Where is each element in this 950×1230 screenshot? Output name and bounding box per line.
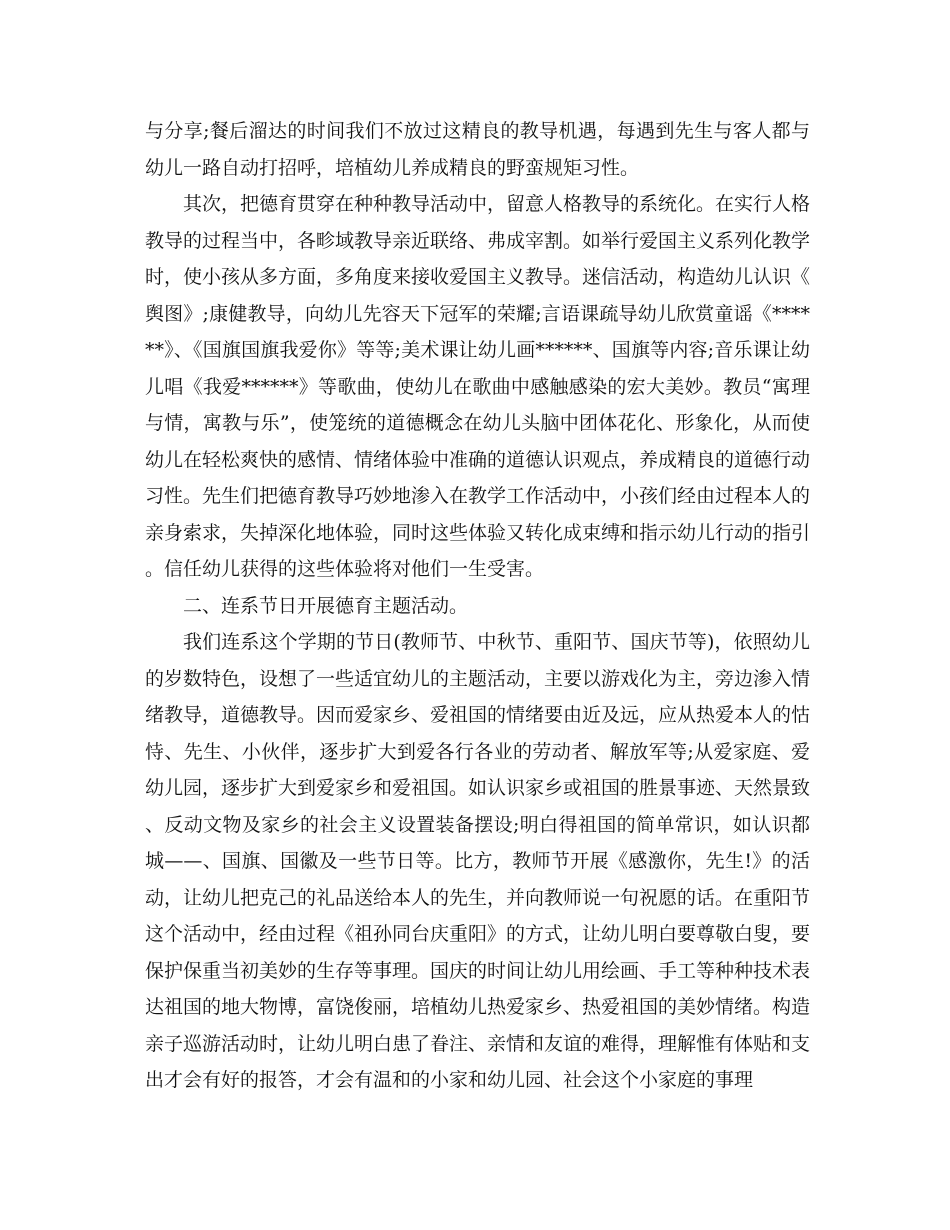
paragraph-moral-education-activities: 其次，把德育贯穿在种种教导活动中，留意人格教导的系统化。在实行人格教导的过程当中，各畛域教导亲近联络、弗成宰割。如举行爱国主义系列化教学时，使小孩从多方面，多角度来接收爱国主义教导。迷信活动，构造幼儿认识《舆图》;康健教导，向幼儿先容天下冠军的荣耀;言语课疏导幼儿欣赏童谣《******》、《国旗国旗我爱你》等等;美术课让幼儿画******、国旗等内容;音乐课让幼儿唱《我爱******》等歌曲，使幼儿在歌曲中感触感染的宏大美妙。教员“寓理与情，寓教与乐”，使笼统的道德概念在幼儿头脑中团体花化、形象化，从而使幼儿在轻松爽快的感情、情绪体验中准确的道德认识观点，养成精良的道德行动习性。先生们把德育教导巧妙地渗入在教学工作活动中，小孩们经由过程本人的亲身索求，失掉深化地体验，同时这些体验又转化成束缚和指示幼儿行动的指引。信任幼儿获得的这些体验将对他们一生受害。 bbox=[145, 193, 811, 580]
section-heading-festival-activities: 二、连系节日开展德育主题活动。 bbox=[183, 594, 469, 617]
paragraph-festival-themes: 我们连系这个学期的节日(教师节、中秋节、重阳节、国庆节等)，依照幼儿的岁数特色，设想了一些适宜幼儿的主题活动，主要以游戏化为主，旁边渗入情绪教导，道德教导。因而爱家乡、爱祖国的情绪要由近及远，应从热爱本人的怙恃、先生、小伙伴，逐步扩大到爱各行各业的劳动者、解放军等;从爱家庭、爱幼儿园，逐步扩大到爱家乡和爱祖国。如认识家乡或祖国的胜景事迹、天然景致、反动文物及家乡的社会主义设置装备摆设;明白得祖国的简单常识，如认识都城——、国旗、国徽及一些节日等。比方，教师节开展《感激你，先生!》的活动，让幼儿把克己的礼品送给本人的先生，并向教师说一句祝愿的话。在重阳节这个活动中，经由过程《祖孙同台庆重阳》的方式，让幼儿明白要尊敬白叟，要保护保重当初美妙的生存等事理。国庆的时间让幼儿用绘画、手工等种种技术表达祖国的地大物博，富饶俊丽，培植幼儿热爱家乡、热爱祖国的美妙情绪。构造亲子巡游活动时，让幼儿明白患了眷注、亲情和友谊的难得，理解惟有体贴和支出才会有好的报答，才会有温和的小家和幼儿园、社会这个小家庭的事理 bbox=[145, 631, 811, 1091]
document-body bbox=[145, 113, 810, 1099]
paragraph-greeting-habits: 与分享;餐后溜达的时间我们不放过这精良的教导机遇，每遇到先生与客人都与幼儿一路自动打招呼，培植幼儿养成精良的野蛮规矩习性。 bbox=[145, 120, 810, 179]
